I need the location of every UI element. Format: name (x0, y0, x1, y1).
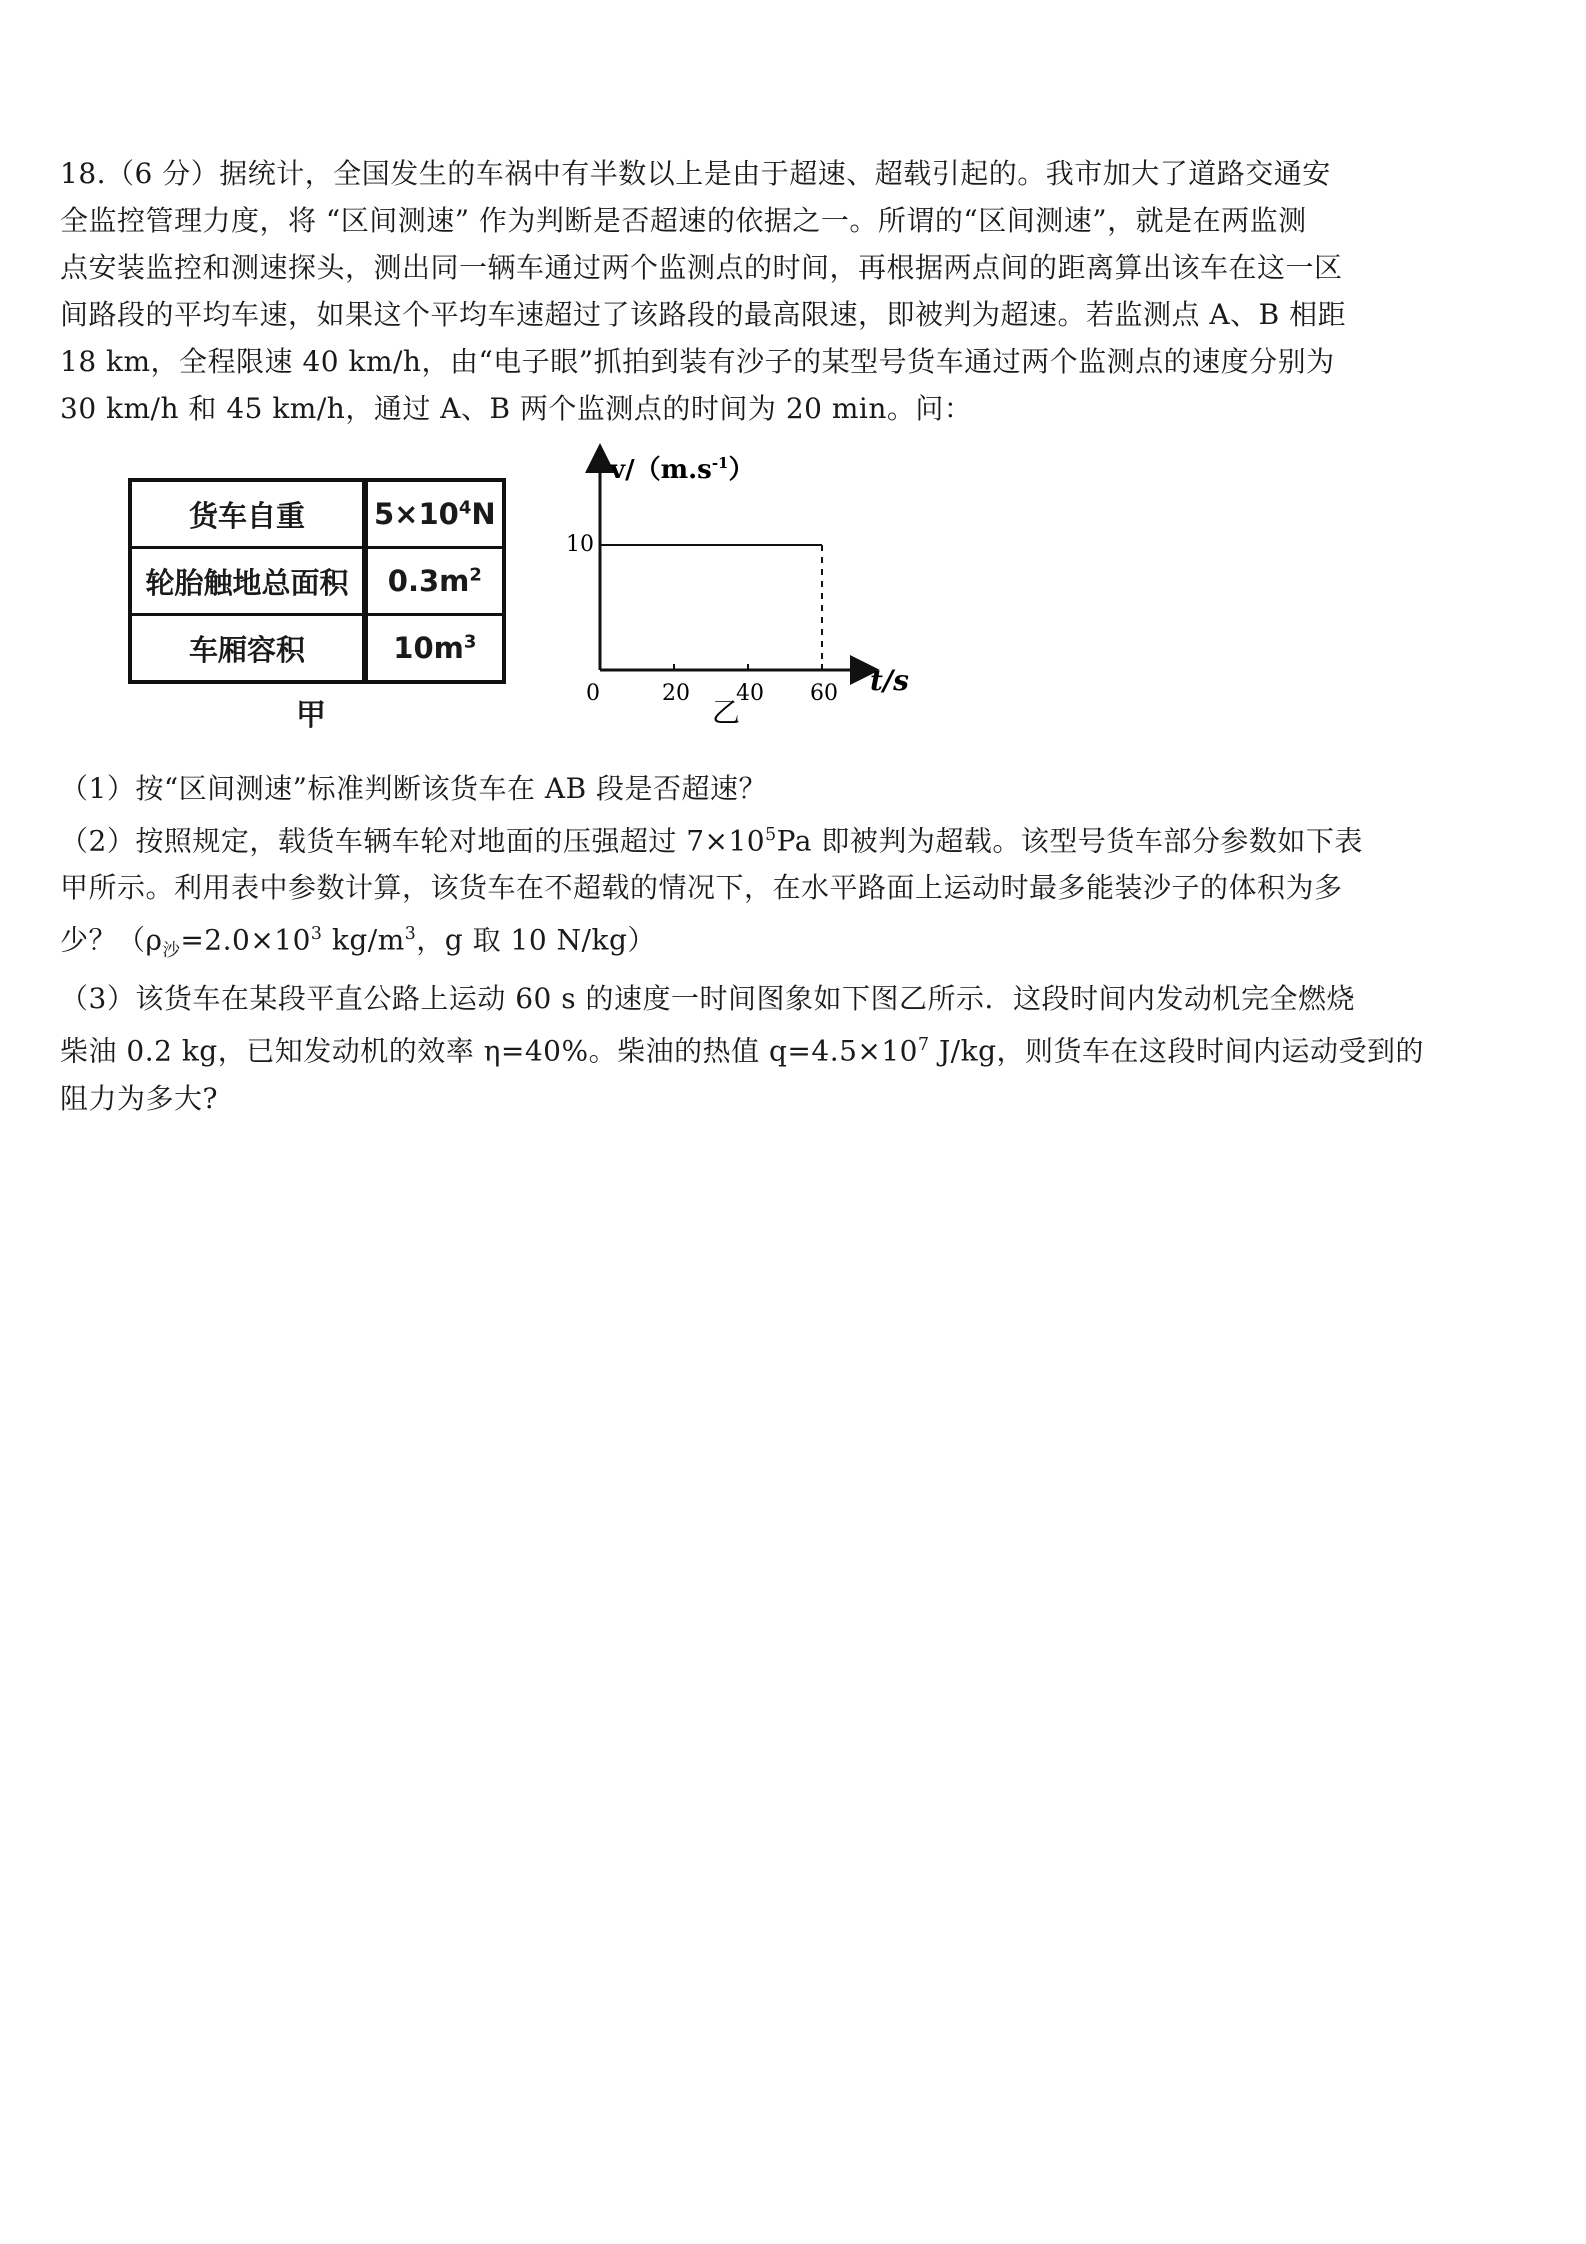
table-value: $5\times 10^4N$ (365, 480, 504, 548)
question-3-line: 阻力为多大? (60, 1081, 219, 1115)
table-key: 轮胎触地总面积 (130, 548, 365, 615)
table-value: $0.3m^2$ (365, 548, 504, 615)
truck-parameter-table (128, 478, 506, 684)
question-3-line: （3）该货车在某段平直公路上运动 60 s 的速度一时间图象如下图乙所示．这段时间内发动机完全燃烧 (60, 982, 1356, 1016)
table-value: $10m^3$ (365, 615, 504, 683)
question-2-line: （2）按照规定，载货车辆车轮对地面的压强超过 $7\times 10^5Pa$ 即被判为超载。该型号货车部分参数如下表 (60, 824, 1363, 858)
x-tick-label: 0 (586, 681, 600, 706)
table-row (130, 548, 504, 615)
intro-line: 18 km，全程限速 40 km/h，由“电子眼”抓拍到装有沙子的某型号货车通过两个监测点的速度分别为 (60, 345, 1335, 378)
table-row (130, 480, 504, 548)
chart-caption: 乙 (712, 696, 741, 729)
intro-line: 点安装监控和测速探头，测出同一辆车通过两个监测点的时间，再根据两点间的距离算出该车在这一区 (60, 251, 1343, 284)
question-list (60, 765, 1424, 1122)
intro-line: 18.（6 分）据统计，全国发生的车祸中有半数以上是由于超速、超载引起的。我市加大了道路交通安 (60, 157, 1331, 190)
x-tick-label: 20 (662, 681, 690, 706)
table-caption: 甲 (296, 698, 326, 733)
y-tick-label: 10 (566, 532, 594, 557)
velocity-time-chart (540, 440, 920, 730)
question-2-line: 少？（$\rho_沙=2.0\times 10^3$ $kg/m^3$，g 取 10 N/kg） (60, 923, 656, 962)
table-key: 货车自重 (130, 480, 365, 548)
question-3-line: 柴油 0.2 kg，已知发动机的效率 η=40%。柴油的热值 $q=4.5\times 10^7$ J/kg，则货车在这段时间内运动受到的 (60, 1034, 1424, 1068)
intro-line: 全监控管理力度，将 “区间测速” 作为判断是否超速的依据之一。所谓的“区间测速”，就是在两监测 (60, 204, 1307, 237)
intro-line: 间路段的平均车速，如果这个平均车速超过了该路段的最高限速，即被判为超速。若监测点 A、B 相距 (60, 298, 1347, 331)
question-1: （1）按“区间测速”标准判断该货车在 AB 段是否超速？ (60, 772, 768, 805)
problem-intro (60, 150, 1347, 432)
x-axis-label: t/s (870, 664, 909, 697)
intro-line: 30 km/h 和 45 km/h，通过 A、B 两个监测点的时间为 20 min。问： (60, 392, 973, 425)
table-key: 车厢容积 (130, 615, 365, 683)
question-2-line: 甲所示。利用表中参数计算，该货车在不超载的情况下，在水平路面上运动时最多能装沙子的体积为多 (60, 871, 1343, 905)
table-row (130, 615, 504, 683)
y-axis-label: $v/(m.s^{-1})$ (610, 454, 755, 485)
x-tick-label: 40 (736, 681, 764, 706)
x-tick-label: 60 (810, 681, 838, 706)
